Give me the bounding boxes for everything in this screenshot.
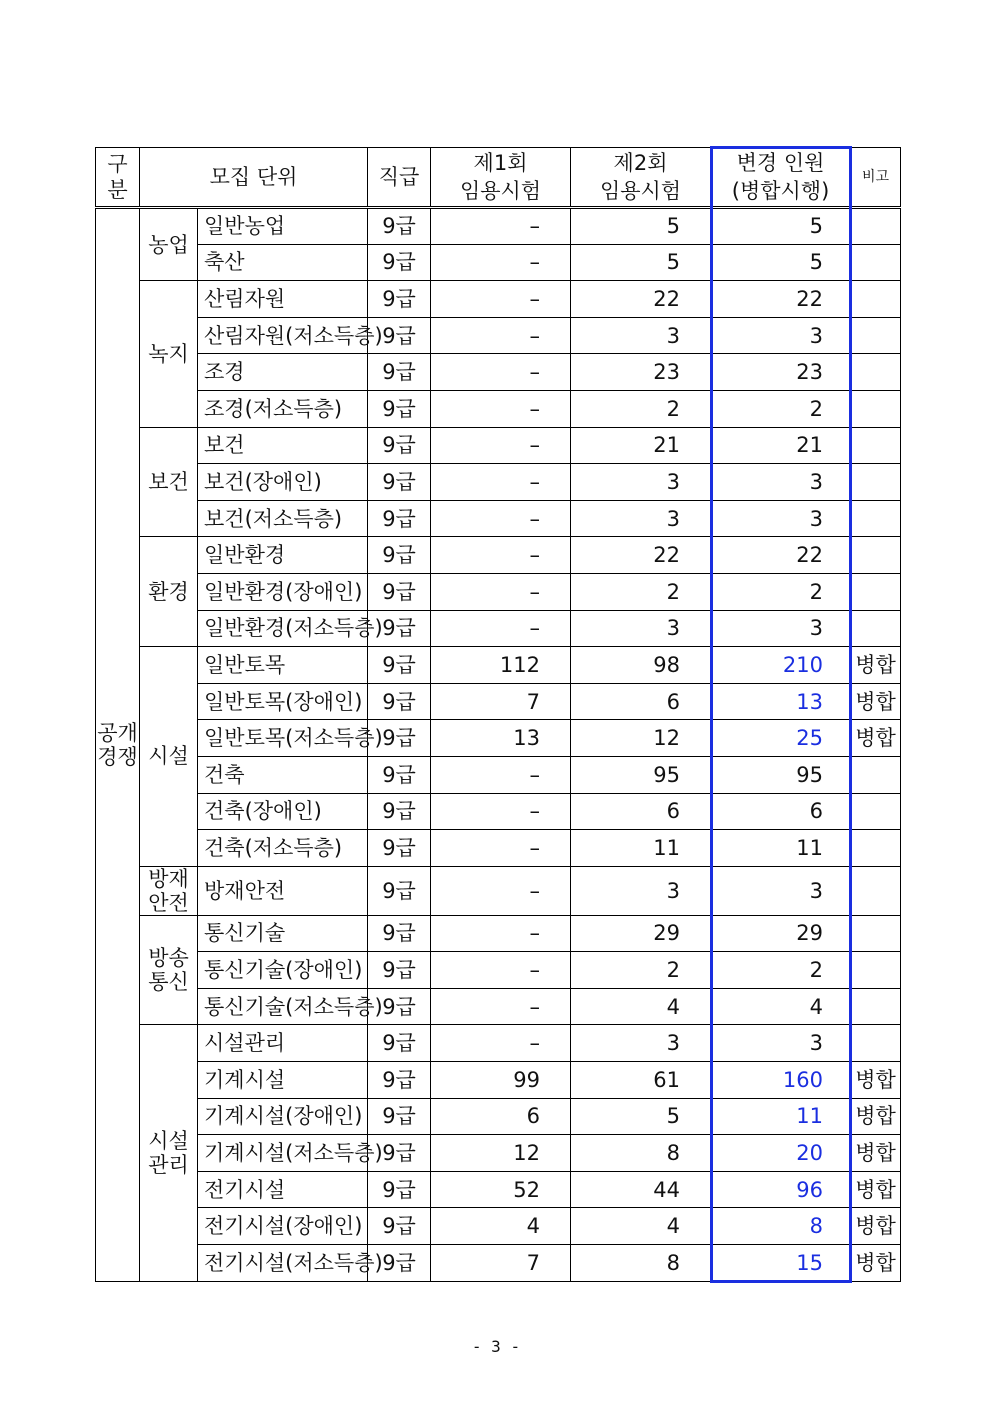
changed-count-cell: 2	[711, 573, 851, 610]
unit-cell: 방재안전	[198, 866, 368, 915]
grade-cell: 9급	[368, 988, 431, 1025]
note-cell	[851, 793, 901, 830]
header-exam2: 제2회 임용시험	[571, 148, 711, 208]
grade-cell: 9급	[368, 866, 431, 915]
header-recruitment-unit: 모집 단위	[140, 148, 368, 208]
table-row	[96, 988, 901, 1025]
exam2-cell: 5	[571, 1098, 711, 1135]
grade-cell: 9급	[368, 1245, 431, 1282]
unit-cell: 전기시설(저소득층)	[198, 1245, 368, 1282]
unit-cell: 건축(저소득층)	[198, 830, 368, 867]
changed-count-cell: 5	[711, 244, 851, 281]
grade-cell: 9급	[368, 244, 431, 281]
grade-cell: 9급	[368, 830, 431, 867]
changed-count-cell: 2	[711, 952, 851, 989]
group-cell: 농업	[140, 208, 198, 281]
note-cell	[851, 830, 901, 867]
table-row	[96, 317, 901, 354]
table-row	[96, 537, 901, 574]
unit-cell: 건축(장애인)	[198, 793, 368, 830]
unit-cell: 일반토목	[198, 647, 368, 684]
grade-cell: 9급	[368, 1208, 431, 1245]
note-cell	[851, 1025, 901, 1062]
grade-cell: 9급	[368, 208, 431, 245]
grade-cell: 9급	[368, 1098, 431, 1135]
grade-cell: 9급	[368, 683, 431, 720]
group-cell: 환경	[140, 537, 198, 647]
note-cell	[851, 390, 901, 427]
unit-cell: 보건(저소득층)	[198, 500, 368, 537]
exam1-cell: –	[431, 756, 571, 793]
note-cell: 병합	[851, 647, 901, 684]
exam2-cell: 8	[571, 1245, 711, 1282]
exam2-cell: 3	[571, 464, 711, 501]
exam2-cell: 3	[571, 610, 711, 647]
exam2-cell: 3	[571, 866, 711, 915]
table-row	[96, 1208, 901, 1245]
grade-cell: 9급	[368, 390, 431, 427]
unit-cell: 일반토목(저소득층)	[198, 720, 368, 757]
note-cell	[851, 208, 901, 245]
changed-count-cell: 11	[711, 830, 851, 867]
grade-cell: 9급	[368, 427, 431, 464]
table-row	[96, 793, 901, 830]
unit-cell: 산림자원	[198, 281, 368, 318]
table-row	[96, 915, 901, 952]
changed-count-cell: 210	[711, 647, 851, 684]
note-cell	[851, 573, 901, 610]
note-cell	[851, 244, 901, 281]
exam1-cell: –	[431, 537, 571, 574]
changed-count-cell: 20	[711, 1135, 851, 1172]
unit-cell: 전기시설	[198, 1171, 368, 1208]
changed-count-cell: 22	[711, 281, 851, 318]
table-row	[96, 647, 901, 684]
group-cell: 방송 통신	[140, 915, 198, 1025]
table-row	[96, 1171, 901, 1208]
header-grade: 직급	[368, 148, 431, 208]
exam1-cell: –	[431, 500, 571, 537]
exam2-cell: 2	[571, 573, 711, 610]
changed-count-cell: 8	[711, 1208, 851, 1245]
changed-count-cell: 3	[711, 610, 851, 647]
table-row	[96, 866, 901, 915]
note-cell: 병합	[851, 1098, 901, 1135]
exam1-cell: –	[431, 830, 571, 867]
recruitment-table-container	[95, 147, 900, 1282]
changed-count-cell: 3	[711, 1025, 851, 1062]
note-cell	[851, 317, 901, 354]
exam2-cell: 98	[571, 647, 711, 684]
table-header-row	[96, 148, 901, 208]
group-cell: 방재 안전	[140, 866, 198, 915]
exam1-cell: –	[431, 464, 571, 501]
changed-count-cell: 2	[711, 390, 851, 427]
table-row	[96, 354, 901, 391]
unit-cell: 조경(저소득층)	[198, 390, 368, 427]
exam2-cell: 6	[571, 683, 711, 720]
table-row	[96, 756, 901, 793]
table-row	[96, 390, 901, 427]
exam2-cell: 3	[571, 317, 711, 354]
grade-cell: 9급	[368, 500, 431, 537]
changed-count-cell: 15	[711, 1245, 851, 1282]
grade-cell: 9급	[368, 573, 431, 610]
exam2-cell: 5	[571, 244, 711, 281]
unit-cell: 보건	[198, 427, 368, 464]
exam2-cell: 2	[571, 390, 711, 427]
table-row	[96, 720, 901, 757]
unit-cell: 일반환경	[198, 537, 368, 574]
header-note: 비고	[851, 148, 901, 208]
exam1-cell: –	[431, 573, 571, 610]
exam2-cell: 12	[571, 720, 711, 757]
table-row	[96, 208, 901, 245]
changed-count-cell: 13	[711, 683, 851, 720]
grade-cell: 9급	[368, 537, 431, 574]
exam1-cell: 6	[431, 1098, 571, 1135]
unit-cell: 건축	[198, 756, 368, 793]
changed-count-cell: 96	[711, 1171, 851, 1208]
header-exam1: 제1회 임용시험	[431, 148, 571, 208]
unit-cell: 일반토목(장애인)	[198, 683, 368, 720]
changed-count-cell: 3	[711, 317, 851, 354]
exam2-cell: 95	[571, 756, 711, 793]
grade-cell: 9급	[368, 281, 431, 318]
table-row	[96, 244, 901, 281]
table-row	[96, 427, 901, 464]
exam1-cell: 7	[431, 683, 571, 720]
exam1-cell: –	[431, 281, 571, 318]
table-row	[96, 830, 901, 867]
note-cell	[851, 500, 901, 537]
exam2-cell: 11	[571, 830, 711, 867]
exam1-cell: –	[431, 208, 571, 245]
exam1-cell: 7	[431, 1245, 571, 1282]
unit-cell: 일반농업	[198, 208, 368, 245]
table-row	[96, 1245, 901, 1282]
exam2-cell: 2	[571, 952, 711, 989]
exam2-cell: 4	[571, 988, 711, 1025]
table-row	[96, 610, 901, 647]
table-row	[96, 281, 901, 318]
changed-count-cell: 25	[711, 720, 851, 757]
grade-cell: 9급	[368, 647, 431, 684]
note-cell: 병합	[851, 1245, 901, 1282]
note-cell	[851, 354, 901, 391]
unit-cell: 통신기술	[198, 915, 368, 952]
note-cell	[851, 866, 901, 915]
unit-cell: 통신기술(저소득층)	[198, 988, 368, 1025]
group-cell: 보건	[140, 427, 198, 537]
header-changed-count: 변경 인원 (병합시행)	[711, 148, 851, 208]
unit-cell: 통신기술(장애인)	[198, 952, 368, 989]
exam2-cell: 22	[571, 537, 711, 574]
exam1-cell: –	[431, 952, 571, 989]
exam1-cell: 12	[431, 1135, 571, 1172]
exam1-cell: –	[431, 866, 571, 915]
exam1-cell: –	[431, 988, 571, 1025]
changed-count-cell: 3	[711, 464, 851, 501]
exam1-cell: 99	[431, 1062, 571, 1099]
grade-cell: 9급	[368, 1135, 431, 1172]
exam2-cell: 6	[571, 793, 711, 830]
exam2-cell: 8	[571, 1135, 711, 1172]
note-cell	[851, 537, 901, 574]
exam2-cell: 3	[571, 500, 711, 537]
exam2-cell: 44	[571, 1171, 711, 1208]
unit-cell: 보건(장애인)	[198, 464, 368, 501]
note-cell: 병합	[851, 1135, 901, 1172]
group-cell: 시설 관리	[140, 1025, 198, 1281]
exam1-cell: –	[431, 915, 571, 952]
note-cell: 병합	[851, 1062, 901, 1099]
exam2-cell: 4	[571, 1208, 711, 1245]
table-row	[96, 1025, 901, 1062]
exam2-cell: 21	[571, 427, 711, 464]
grade-cell: 9급	[368, 317, 431, 354]
grade-cell: 9급	[368, 464, 431, 501]
grade-cell: 9급	[368, 952, 431, 989]
table-row	[96, 1062, 901, 1099]
exam1-cell: –	[431, 427, 571, 464]
changed-count-cell: 6	[711, 793, 851, 830]
note-cell: 병합	[851, 720, 901, 757]
grade-cell: 9급	[368, 354, 431, 391]
note-cell	[851, 915, 901, 952]
table-row	[96, 1098, 901, 1135]
unit-cell: 기계시설(장애인)	[198, 1098, 368, 1135]
changed-count-cell: 5	[711, 208, 851, 245]
note-cell	[851, 427, 901, 464]
exam2-cell: 61	[571, 1062, 711, 1099]
unit-cell: 축산	[198, 244, 368, 281]
table-row	[96, 500, 901, 537]
exam1-cell: 52	[431, 1171, 571, 1208]
exam1-cell: –	[431, 793, 571, 830]
changed-count-cell: 95	[711, 756, 851, 793]
table-body	[96, 208, 901, 1282]
changed-count-cell: 22	[711, 537, 851, 574]
grade-cell: 9급	[368, 915, 431, 952]
category-cell: 공개 경쟁	[96, 208, 140, 1282]
note-cell	[851, 464, 901, 501]
changed-count-cell: 3	[711, 866, 851, 915]
exam1-cell: –	[431, 1025, 571, 1062]
note-cell	[851, 610, 901, 647]
exam1-cell: 4	[431, 1208, 571, 1245]
grade-cell: 9급	[368, 756, 431, 793]
table-row	[96, 683, 901, 720]
grade-cell: 9급	[368, 1025, 431, 1062]
page-number: - 3 -	[471, 1337, 521, 1356]
note-cell	[851, 952, 901, 989]
exam1-cell: –	[431, 317, 571, 354]
grade-cell: 9급	[368, 720, 431, 757]
exam1-cell: –	[431, 610, 571, 647]
exam1-cell: 13	[431, 720, 571, 757]
unit-cell: 기계시설(저소득층)	[198, 1135, 368, 1172]
changed-count-cell: 11	[711, 1098, 851, 1135]
exam2-cell: 23	[571, 354, 711, 391]
unit-cell: 조경	[198, 354, 368, 391]
exam2-cell: 29	[571, 915, 711, 952]
recruitment-table	[95, 147, 901, 1282]
note-cell: 병합	[851, 1171, 901, 1208]
unit-cell: 산림자원(저소득층)	[198, 317, 368, 354]
unit-cell: 일반환경(장애인)	[198, 573, 368, 610]
note-cell: 병합	[851, 1208, 901, 1245]
unit-cell: 일반환경(저소득층)	[198, 610, 368, 647]
exam1-cell: –	[431, 244, 571, 281]
grade-cell: 9급	[368, 1062, 431, 1099]
table-row	[96, 1135, 901, 1172]
table-row	[96, 464, 901, 501]
grade-cell: 9급	[368, 1171, 431, 1208]
changed-count-cell: 160	[711, 1062, 851, 1099]
group-cell: 시설	[140, 647, 198, 867]
table-row	[96, 952, 901, 989]
note-cell: 병합	[851, 683, 901, 720]
grade-cell: 9급	[368, 610, 431, 647]
exam2-cell: 5	[571, 208, 711, 245]
changed-count-cell: 29	[711, 915, 851, 952]
unit-cell: 시설관리	[198, 1025, 368, 1062]
table-row	[96, 573, 901, 610]
exam2-cell: 3	[571, 1025, 711, 1062]
grade-cell: 9급	[368, 793, 431, 830]
unit-cell: 기계시설	[198, 1062, 368, 1099]
changed-count-cell: 23	[711, 354, 851, 391]
header-gubun: 구 분	[96, 148, 140, 208]
unit-cell: 전기시설(장애인)	[198, 1208, 368, 1245]
changed-count-cell: 4	[711, 988, 851, 1025]
exam1-cell: 112	[431, 647, 571, 684]
note-cell	[851, 988, 901, 1025]
changed-count-cell: 21	[711, 427, 851, 464]
changed-count-cell: 3	[711, 500, 851, 537]
exam2-cell: 22	[571, 281, 711, 318]
note-cell	[851, 281, 901, 318]
exam1-cell: –	[431, 354, 571, 391]
group-cell: 녹지	[140, 281, 198, 427]
note-cell	[851, 756, 901, 793]
exam1-cell: –	[431, 390, 571, 427]
